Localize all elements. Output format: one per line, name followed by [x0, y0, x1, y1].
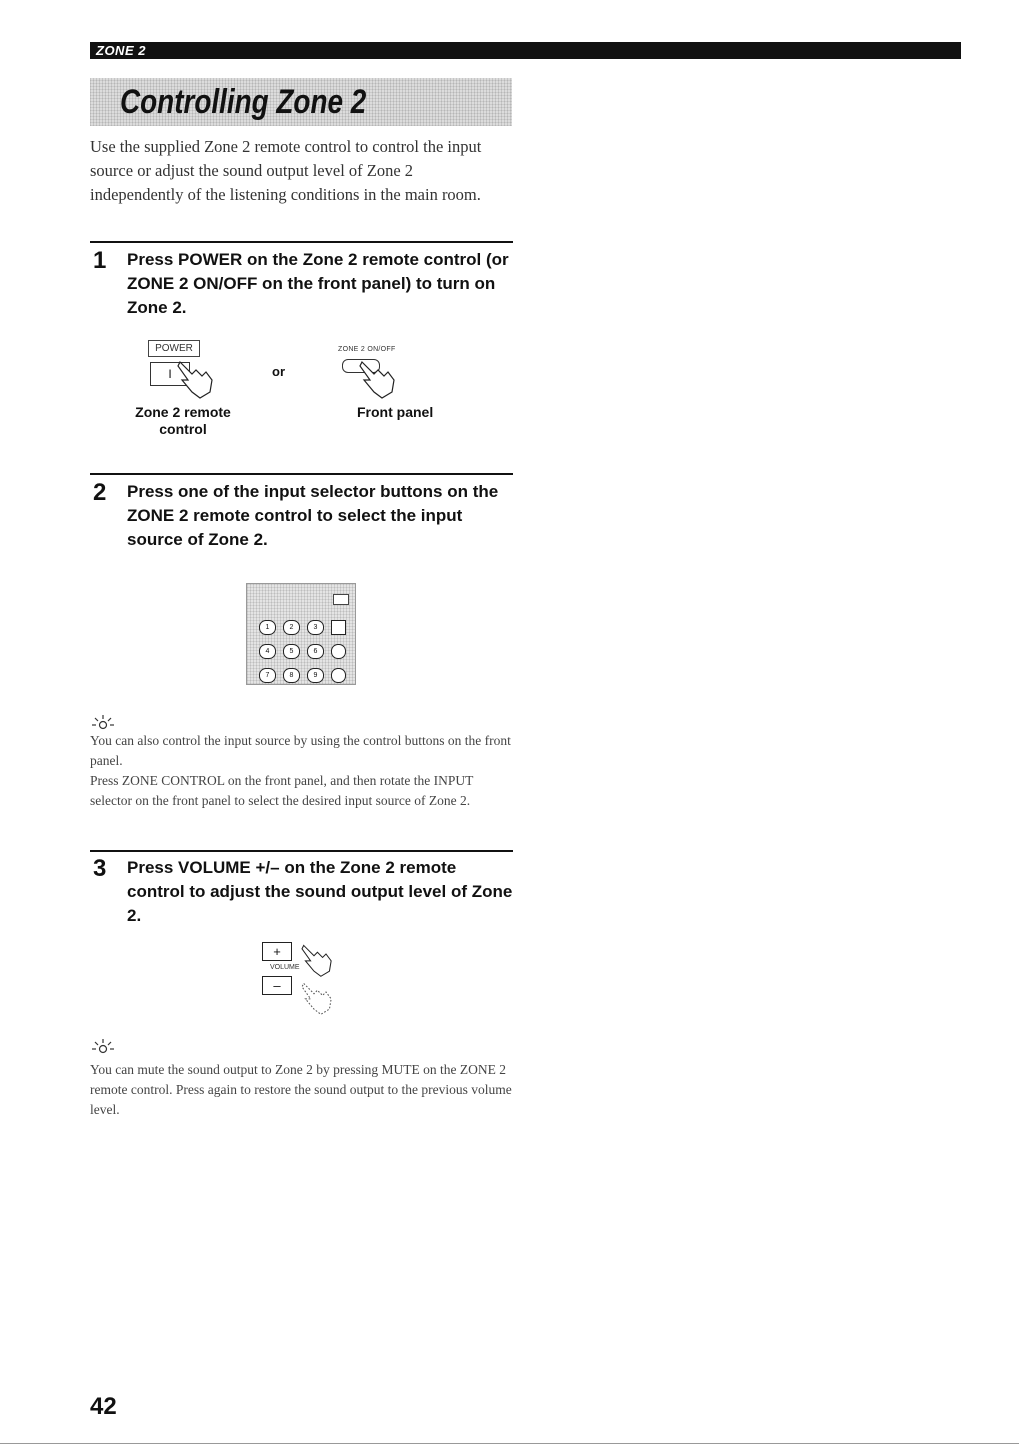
hand-pointer-icon [298, 942, 342, 978]
caption-line-2: control [159, 421, 207, 437]
power-symbol: I [168, 367, 172, 381]
tip-1 [90, 731, 515, 811]
keypad-button-5: 5 [283, 644, 300, 659]
volume-minus-button: – [262, 976, 292, 995]
step-2-rule [90, 473, 513, 475]
step-1-number: 1 [93, 247, 107, 274]
caption-front-panel: Front panel [357, 404, 434, 420]
tip-1-line: You can also control the input source by using the control buttons on the front panel. [90, 733, 511, 768]
intro-paragraph: Use the supplied Zone 2 remote control to control the input source or adjust the sound output level of Zone 2 independently of the listening conditions in the main room. [90, 137, 482, 204]
step-2-number: 2 [93, 479, 107, 506]
volume-plus-button: + [262, 942, 292, 961]
power-label: POWER [155, 343, 193, 354]
keypad-button-9: 9 [307, 668, 324, 683]
keypad-button-1: 1 [259, 620, 276, 635]
keypad-button-6: 6 [307, 644, 324, 659]
volume-label: VOLUME [270, 964, 300, 971]
keypad-side-button [331, 668, 346, 683]
step-3-text: Press VOLUME +/– on the Zone 2 remote control to adjust the sound output level of Zone 2. [127, 858, 513, 925]
keypad-button-4: 4 [259, 644, 276, 659]
caption-zone2-remote [128, 404, 238, 438]
keypad-button-2: 2 [283, 620, 300, 635]
step-2-text: Press one of the input selector buttons on the ZONE 2 remote control to select the input source of Zone 2. [127, 482, 499, 549]
front-panel-figure [338, 346, 438, 402]
title-banner [90, 78, 512, 126]
keypad-side-button [331, 620, 346, 635]
tip-lightbulb-icon [91, 1038, 115, 1056]
hand-pointer-icon [174, 358, 224, 400]
keypad-button-7: 7 [259, 668, 276, 683]
tip-2-line: You can mute the sound output to Zone 2 by pressing MUTE on the ZONE 2 remote control. Press again to restore the sound output to the previous volume level. [90, 1062, 512, 1117]
page-number: 42 [90, 1393, 117, 1420]
hand-pointer-dotted-icon [298, 980, 342, 1016]
volume-button-figure [262, 942, 352, 1022]
step-1-text: Press POWER on the Zone 2 remote control (or ZONE 2 ON/OFF on the front panel) to turn on Zone 2. [127, 250, 509, 317]
bottom-rule [0, 1443, 1019, 1444]
remote-keypad-figure [246, 583, 356, 685]
tip-1-line: Press ZONE CONTROL on the front panel, and then rotate the INPUT selector on the front panel to select the desired input source of Zone 2. [90, 773, 474, 808]
section-header-bar [90, 42, 961, 59]
keypad-side-button [331, 644, 346, 659]
or-label: or [272, 364, 285, 379]
page-title: Controlling Zone 2 [120, 83, 367, 121]
keypad-top-button [333, 594, 349, 605]
zone-switch-label: ZONE 2 ON/OFF [338, 346, 396, 353]
tip-lightbulb-icon [91, 714, 115, 732]
section-tag: ZONE 2 [96, 43, 146, 58]
keypad-button-3: 3 [307, 620, 324, 635]
power-button-figure [148, 340, 238, 400]
tip-2 [90, 1060, 515, 1120]
step-1-rule [90, 241, 513, 243]
hand-pointer-icon [356, 358, 406, 400]
keypad-button-8: 8 [283, 668, 300, 683]
step-3-rule [90, 850, 513, 852]
step-3-number: 3 [93, 855, 107, 882]
caption-line-1: Zone 2 remote [135, 404, 231, 420]
power-label-box [148, 340, 200, 357]
